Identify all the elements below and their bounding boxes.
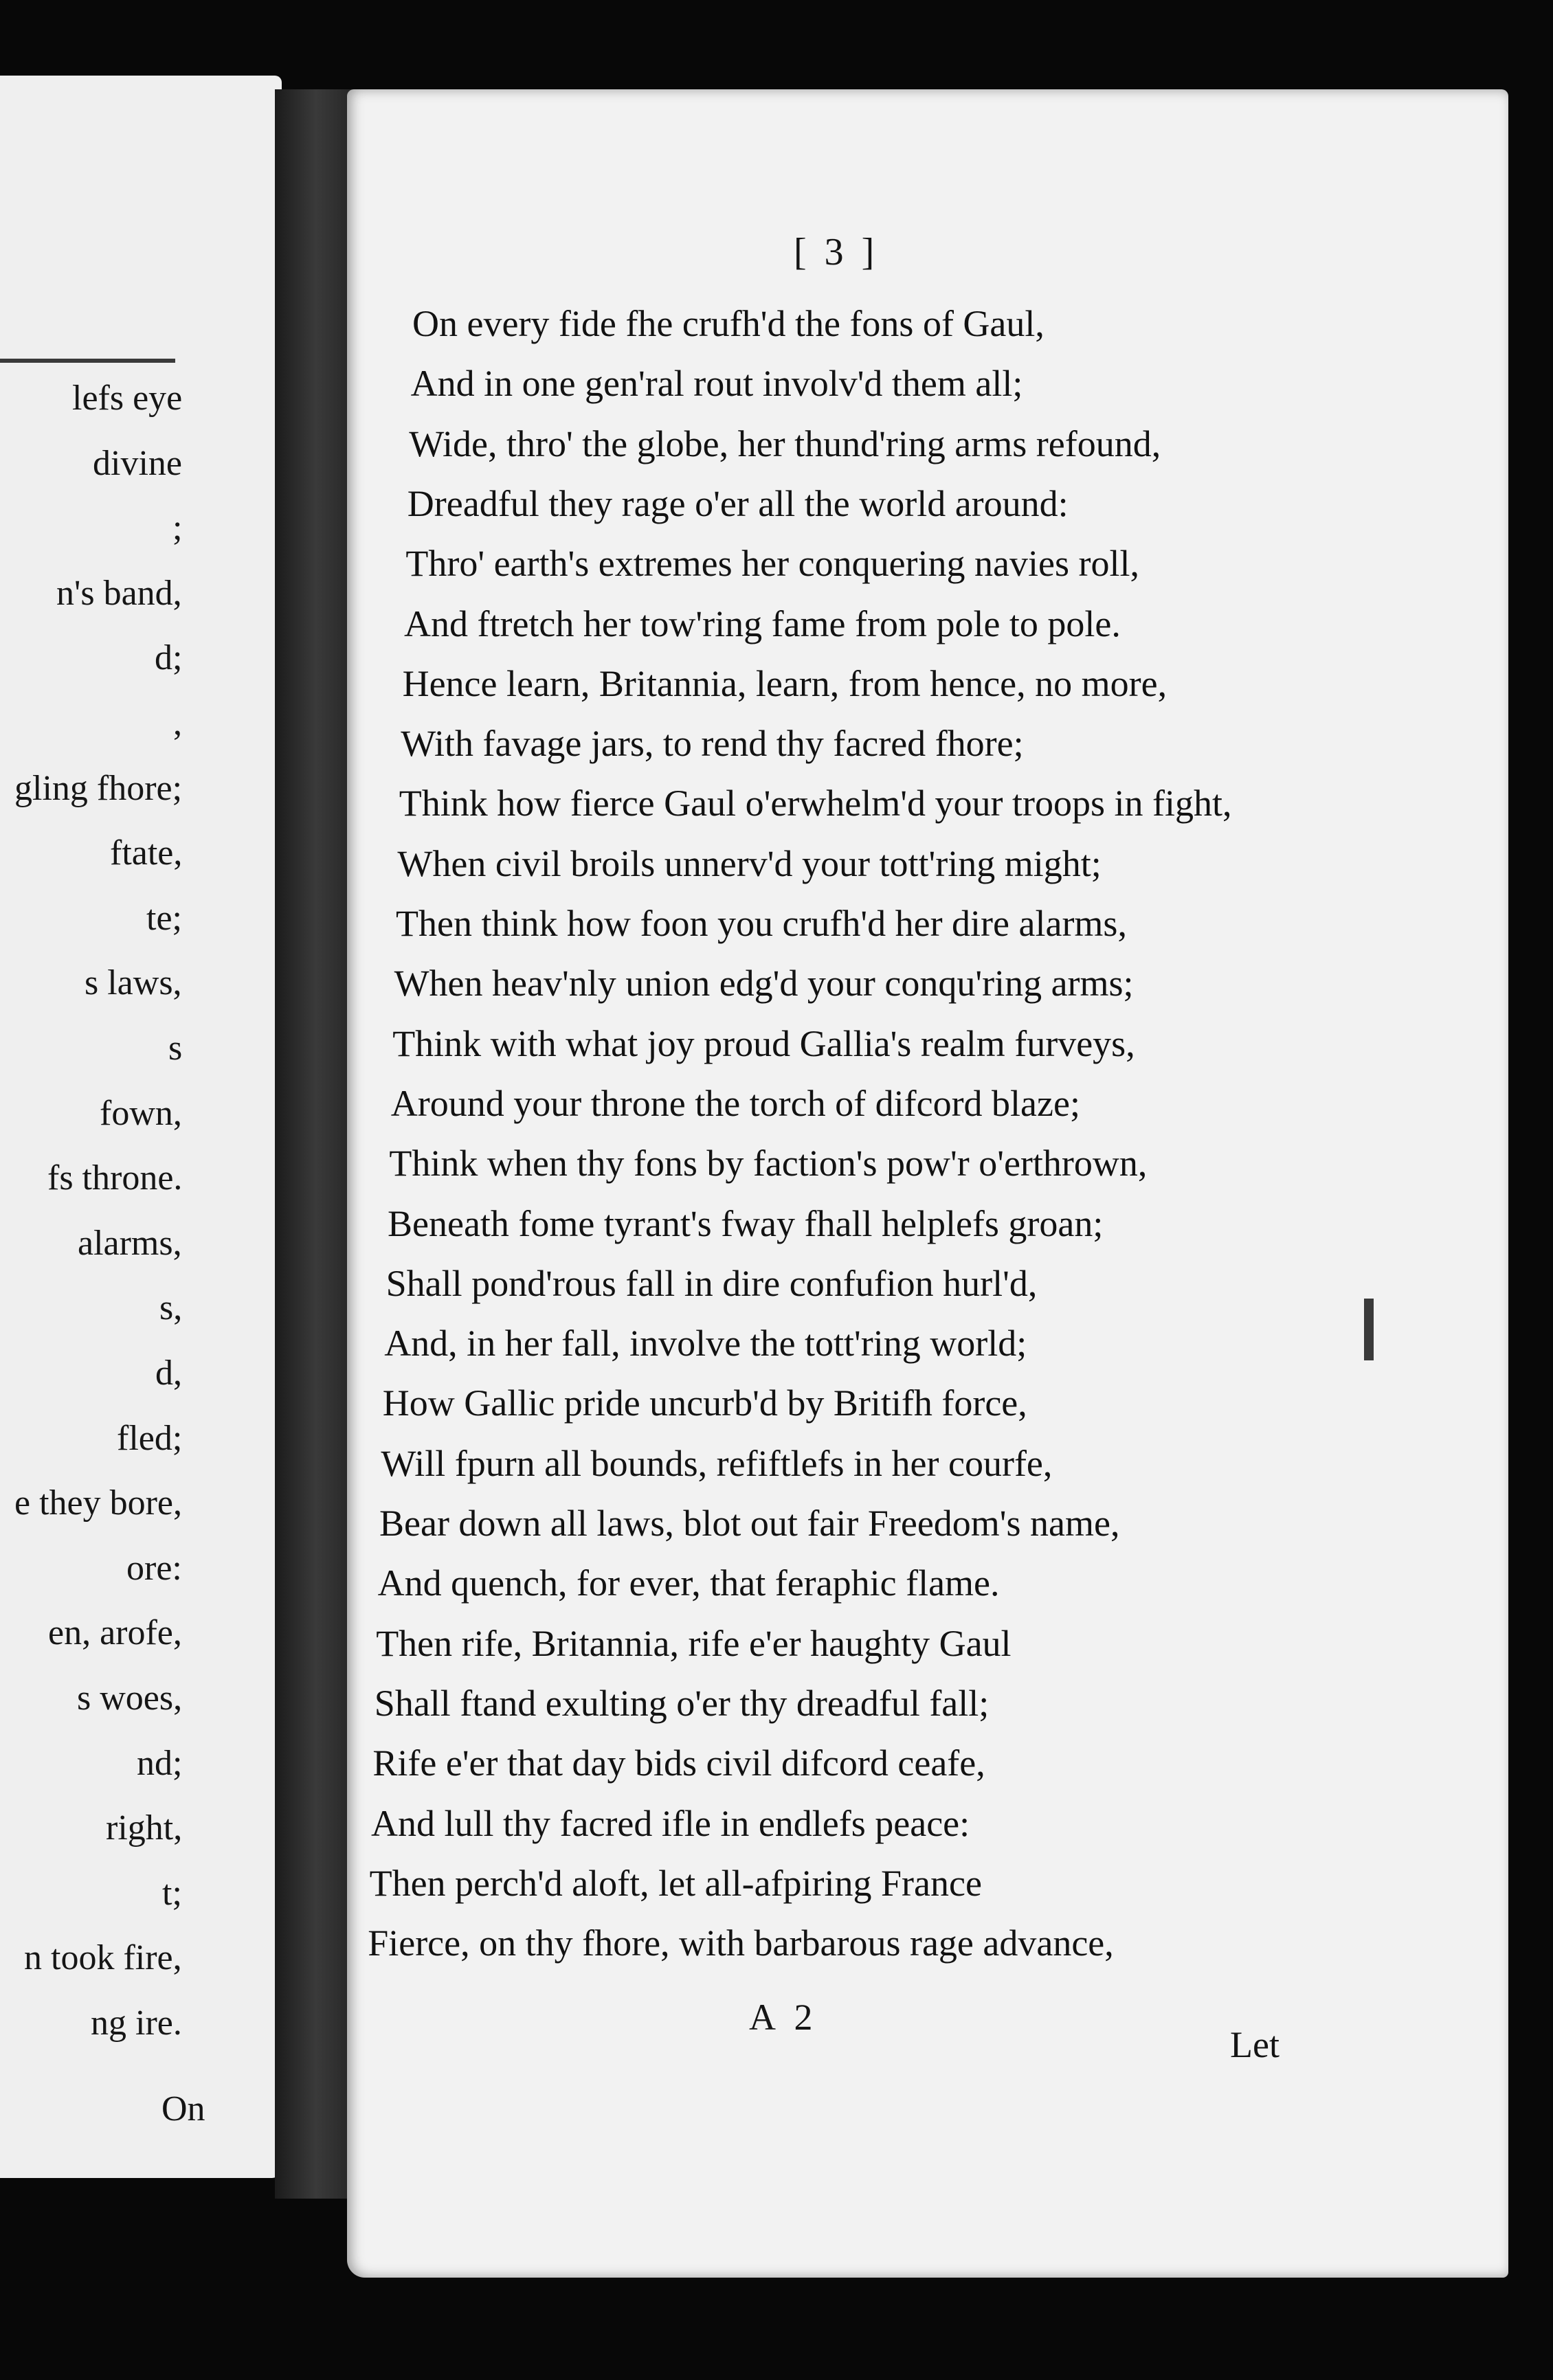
left-page-line: ore: [126,1548,182,1588]
left-page-line: fs throne. [47,1158,183,1198]
verse-line: Around your throne the torch of difcord blaze; [390,1082,1080,1124]
ink-speck [1364,1299,1374,1360]
left-page-line: , [173,704,182,743]
left-page [0,76,282,2178]
left-page-line: t; [162,1873,182,1913]
left-page-line: s laws, [85,963,182,1003]
verse-line: Shall ftand exulting o'er thy dreadful fall; [374,1682,990,1724]
verse-line: Think with what joy proud Gallia's realm furveys, [392,1022,1135,1064]
left-page-line: e they bore, [14,1483,183,1523]
verse-line: When heav'nly union edg'd your conqu'ring arms; [394,963,1134,1004]
verse-line: Thro' earth's extremes her conquering navies roll, [405,543,1139,585]
left-page-line: en, arofe, [48,1613,182,1653]
verse-line: Think how fierce Gaul o'erwhelm'd your troops in fight, [399,783,1232,824]
verse-line: On every fide fhe crufh'd the fons of Gaul, [412,303,1044,344]
verse-line: Then think how foon you crufh'd her dire alarms, [396,903,1127,944]
left-page-line: fown, [100,1093,182,1133]
left-page-line: te; [146,898,182,938]
left-page-line: alarms, [78,1223,182,1263]
verse-line: And quench, for ever, that feraphic flame. [377,1562,1000,1604]
left-page-line: lefs eye [72,379,183,418]
left-page-line: d, [155,1354,182,1393]
left-page-line: n took fire, [24,1938,182,1978]
left-page-rule [0,359,175,363]
left-page-line: ng ire. [91,2003,182,2043]
verse-line: With favage jars, to rend thy facred fhore; [401,723,1024,765]
verse-line: Wide, thro' the globe, her thund'ring arms refound, [409,423,1161,464]
left-page-line: nd; [137,1743,183,1783]
left-page-line: d; [155,638,183,678]
verse-line: How Gallic pride uncurb'd by Britifh force, [382,1382,1027,1424]
verse-line: Shall pond'rous fall in dire confufion hurl'd, [386,1262,1038,1304]
left-page-line: fled; [117,1418,183,1458]
verse-line: Bear down all laws, blot out fair Freedom's name, [379,1503,1120,1544]
verse-line: Think when thy fons by faction's pow'r o'erthrown, [389,1143,1148,1185]
page-number-header: [ 3 ] [794,231,879,273]
verse-line: Hence learn, Britannia, learn, from hence, no more, [402,662,1167,704]
left-page-line: n's band, [56,573,182,613]
left-page-line: s woes, [77,1679,183,1718]
verse-line: And ftretch her tow'ring fame from pole to pole. [404,603,1121,644]
left-page-line: right, [106,1808,183,1848]
left-page-line: ftate, [110,833,183,873]
verse-line: Rife e'er that day bids civil difcord ceafe, [372,1742,985,1784]
left-page-line: ; [172,508,183,548]
left-page-line: divine [93,443,182,483]
verse-line: Beneath fome tyrant's fway fhall helplefs groan; [388,1202,1104,1244]
verse-line: When civil broils unnerv'd your tott'ring might; [397,842,1102,884]
verse-line: Will fpurn all bounds, refiftlefs in her courfe, [381,1442,1053,1484]
verse-line: Fierce, on thy fhore, with barbarous rage advance, [368,1922,1114,1964]
verse-line: And, in her fall, involve the tott'ring world; [384,1323,1027,1365]
left-page-line: gling fhore; [14,768,183,808]
catchword: Let [1230,2024,1280,2065]
left-page-line: s [168,1029,183,1068]
verse-line: Then rife, Britannia, rife e'er haughty Gaul [376,1622,1012,1664]
signature-mark: A 2 [749,1997,818,2038]
verse-line: And in one gen'ral rout involv'd them all; [410,363,1023,405]
verse-line: Then perch'd aloft, let all-afpiring France [369,1862,982,1904]
verse-line: Dreadful they rage o'er all the world around: [407,482,1069,524]
left-page-line: s, [159,1288,183,1328]
left-page-catchword: On [161,2089,205,2129]
verse-line: And lull thy facred ifle in endlefs peace: [371,1802,970,1844]
